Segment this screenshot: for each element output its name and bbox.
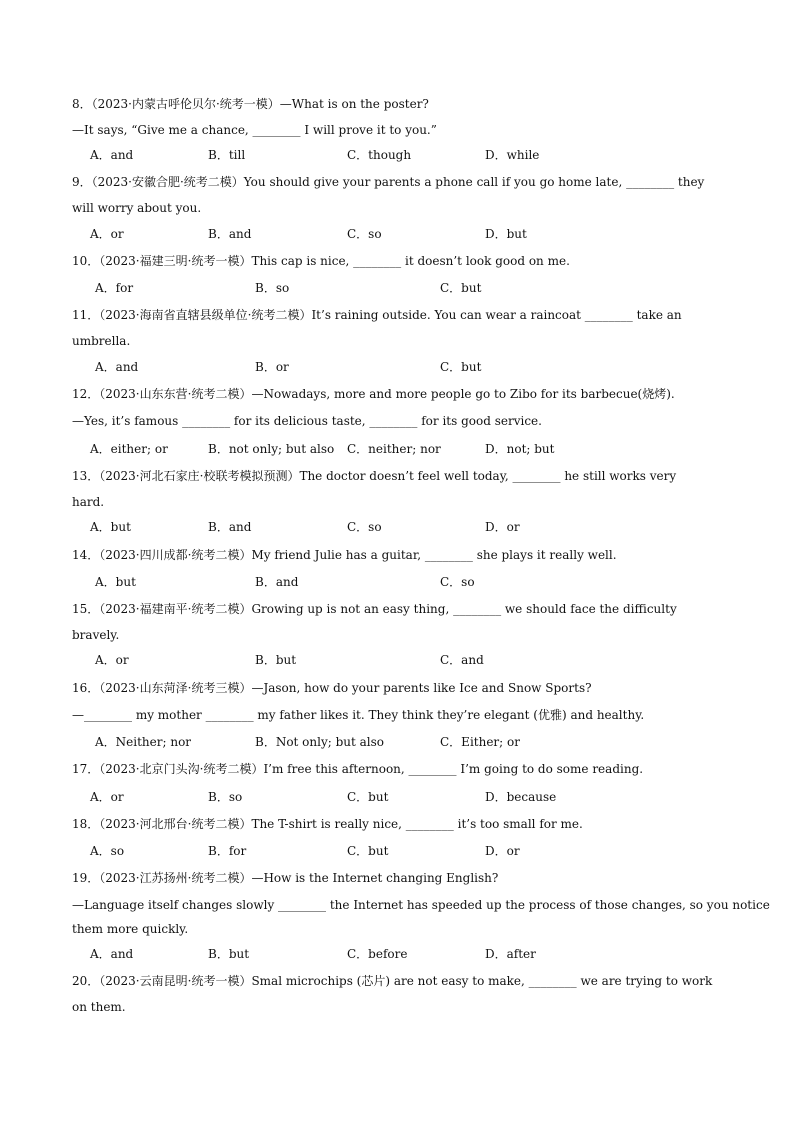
answer-option-a[interactable]: A．but (95, 575, 136, 589)
answer-option-a[interactable]: A．Neither; nor (95, 735, 192, 749)
answer-option-a[interactable]: A．or (90, 227, 124, 241)
answer-option-b[interactable]: B．not only; but also (208, 442, 335, 456)
answer-option-c[interactable]: C．Either; or (440, 735, 520, 749)
answer-options (0, 573, 794, 591)
question-stem-continuation: on them. (72, 1000, 126, 1014)
question-stem: 15．（2023·福建南平·统考二模）Growing up is not an easy thing, ________ we should face the difficulty (72, 602, 677, 616)
answer-options (0, 945, 794, 963)
answer-options (0, 146, 794, 164)
answer-option-b[interactable]: B．but (255, 653, 297, 667)
answer-option-d[interactable]: D．after (485, 947, 536, 961)
answer-option-a[interactable]: A．for (95, 281, 134, 295)
question-stem-continuation: them more quickly. (72, 922, 189, 936)
answer-option-a[interactable]: A．and (90, 947, 134, 961)
answer-options (0, 279, 794, 297)
question-stem: 8．（2023·内蒙古呼伦贝尔·统考一模）—What is on the poster? (72, 97, 429, 111)
answer-option-d[interactable]: D．not; but (485, 442, 555, 456)
answer-options (0, 225, 794, 243)
answer-options (0, 788, 794, 806)
question-stem-continuation: umbrella. (72, 334, 131, 348)
answer-option-a[interactable]: A．either; or (90, 442, 168, 456)
question-stem-continuation: will worry about you. (72, 201, 202, 215)
answer-option-c[interactable]: C．so (347, 520, 382, 534)
answer-option-c[interactable]: C．but (440, 360, 482, 374)
question-stem-continuation: —________ my mother ________ my father likes it. They think they’re elegant (优雅) and healthy. (72, 708, 645, 722)
answer-option-d[interactable]: D．or (485, 844, 520, 858)
answer-option-b[interactable]: B．Not only; but also (255, 735, 385, 749)
question-stem: 18．（2023·河北邢台·统考二模）The T-shirt is really nice, ________ it’s too small for me. (72, 817, 583, 831)
question-stem-continuation: —Yes, it’s famous ________ for its delicious taste, ________ for its good service. (72, 414, 542, 428)
question-stem-continuation: hard. (72, 495, 105, 509)
answer-option-c[interactable]: C．before (347, 947, 408, 961)
answer-option-c[interactable]: C．so (440, 575, 475, 589)
answer-options (0, 842, 794, 860)
answer-option-b[interactable]: B．so (255, 281, 290, 295)
answer-option-c[interactable]: C．but (440, 281, 482, 295)
answer-option-b[interactable]: B．till (208, 148, 246, 162)
answer-options (0, 733, 794, 751)
question-stem: 20．（2023·云南昆明·统考一模）Smal microchips (芯片) are not easy to make, ________ we are trying to work (72, 974, 713, 988)
answer-option-b[interactable]: B．for (208, 844, 247, 858)
answer-option-b[interactable]: B．and (255, 575, 299, 589)
answer-option-c[interactable]: C．though (347, 148, 412, 162)
answer-option-d[interactable]: D．because (485, 790, 557, 804)
answer-option-c[interactable]: C．neither; nor (347, 442, 441, 456)
question-stem-continuation: bravely. (72, 628, 120, 642)
answer-option-a[interactable]: A．but (90, 520, 131, 534)
answer-option-b[interactable]: B．but (208, 947, 250, 961)
question-stem: 17．（2023·北京门头沟·统考二模）I’m free this afternoon, ________ I’m going to do some reading. (72, 762, 644, 776)
answer-option-d[interactable]: D．but (485, 227, 527, 241)
answer-option-c[interactable]: C．and (440, 653, 484, 667)
question-stem: 12．（2023·山东东营·统考二模）—Nowadays, more and more people go to Zibo for its barbecue(烧烤). (72, 387, 675, 401)
answer-option-d[interactable]: D．while (485, 148, 540, 162)
answer-option-b[interactable]: B．so (208, 790, 243, 804)
answer-option-c[interactable]: C．but (347, 844, 389, 858)
question-stem: 13．（2023·河北石家庄·校联考模拟预测）The doctor doesn’t feel well today, ________ he still works very (72, 469, 677, 483)
answer-option-a[interactable]: A．and (95, 360, 139, 374)
question-stem: 11．（2023·海南省直辖县级单位·统考二模）It’s raining outside. You can wear a raincoat ________ take an (72, 308, 682, 322)
question-stem: 14．（2023·四川成都·统考二模）My friend Julie has a guitar, ________ she plays it really well. (72, 548, 617, 562)
answer-options (0, 651, 794, 669)
answer-option-b[interactable]: B．and (208, 227, 252, 241)
answer-option-a[interactable]: A．so (90, 844, 125, 858)
answer-option-d[interactable]: D．or (485, 520, 520, 534)
question-stem: 19．（2023·江苏扬州·统考二模）—How is the Internet changing English? (72, 871, 499, 885)
question-stem: 9．（2023·安徽合肥·统考二模）You should give your parents a phone call if you go home late, ________ they (72, 175, 705, 189)
answer-options (0, 358, 794, 376)
answer-option-b[interactable]: B．and (208, 520, 252, 534)
question-stem-continuation: —It says, “Give me a chance, ________ I will prove it to you.” (72, 123, 437, 137)
question-stem: 16．（2023·山东菏泽·统考三模）—Jason, how do your parents like Ice and Snow Sports? (72, 681, 592, 695)
question-stem: 10．（2023·福建三明·统考一模）This cap is nice, ________ it doesn’t look good on me. (72, 254, 570, 268)
answer-option-c[interactable]: C．but (347, 790, 389, 804)
answer-option-b[interactable]: B．or (255, 360, 289, 374)
answer-option-a[interactable]: A．or (90, 790, 124, 804)
question-stem-continuation: —Language itself changes slowly ________ the Internet has speeded up the process of those changes, so you notice (72, 898, 770, 912)
answer-option-a[interactable]: A．and (90, 148, 134, 162)
answer-option-a[interactable]: A．or (95, 653, 129, 667)
answer-options (0, 440, 794, 458)
answer-options (0, 518, 794, 536)
answer-option-c[interactable]: C．so (347, 227, 382, 241)
